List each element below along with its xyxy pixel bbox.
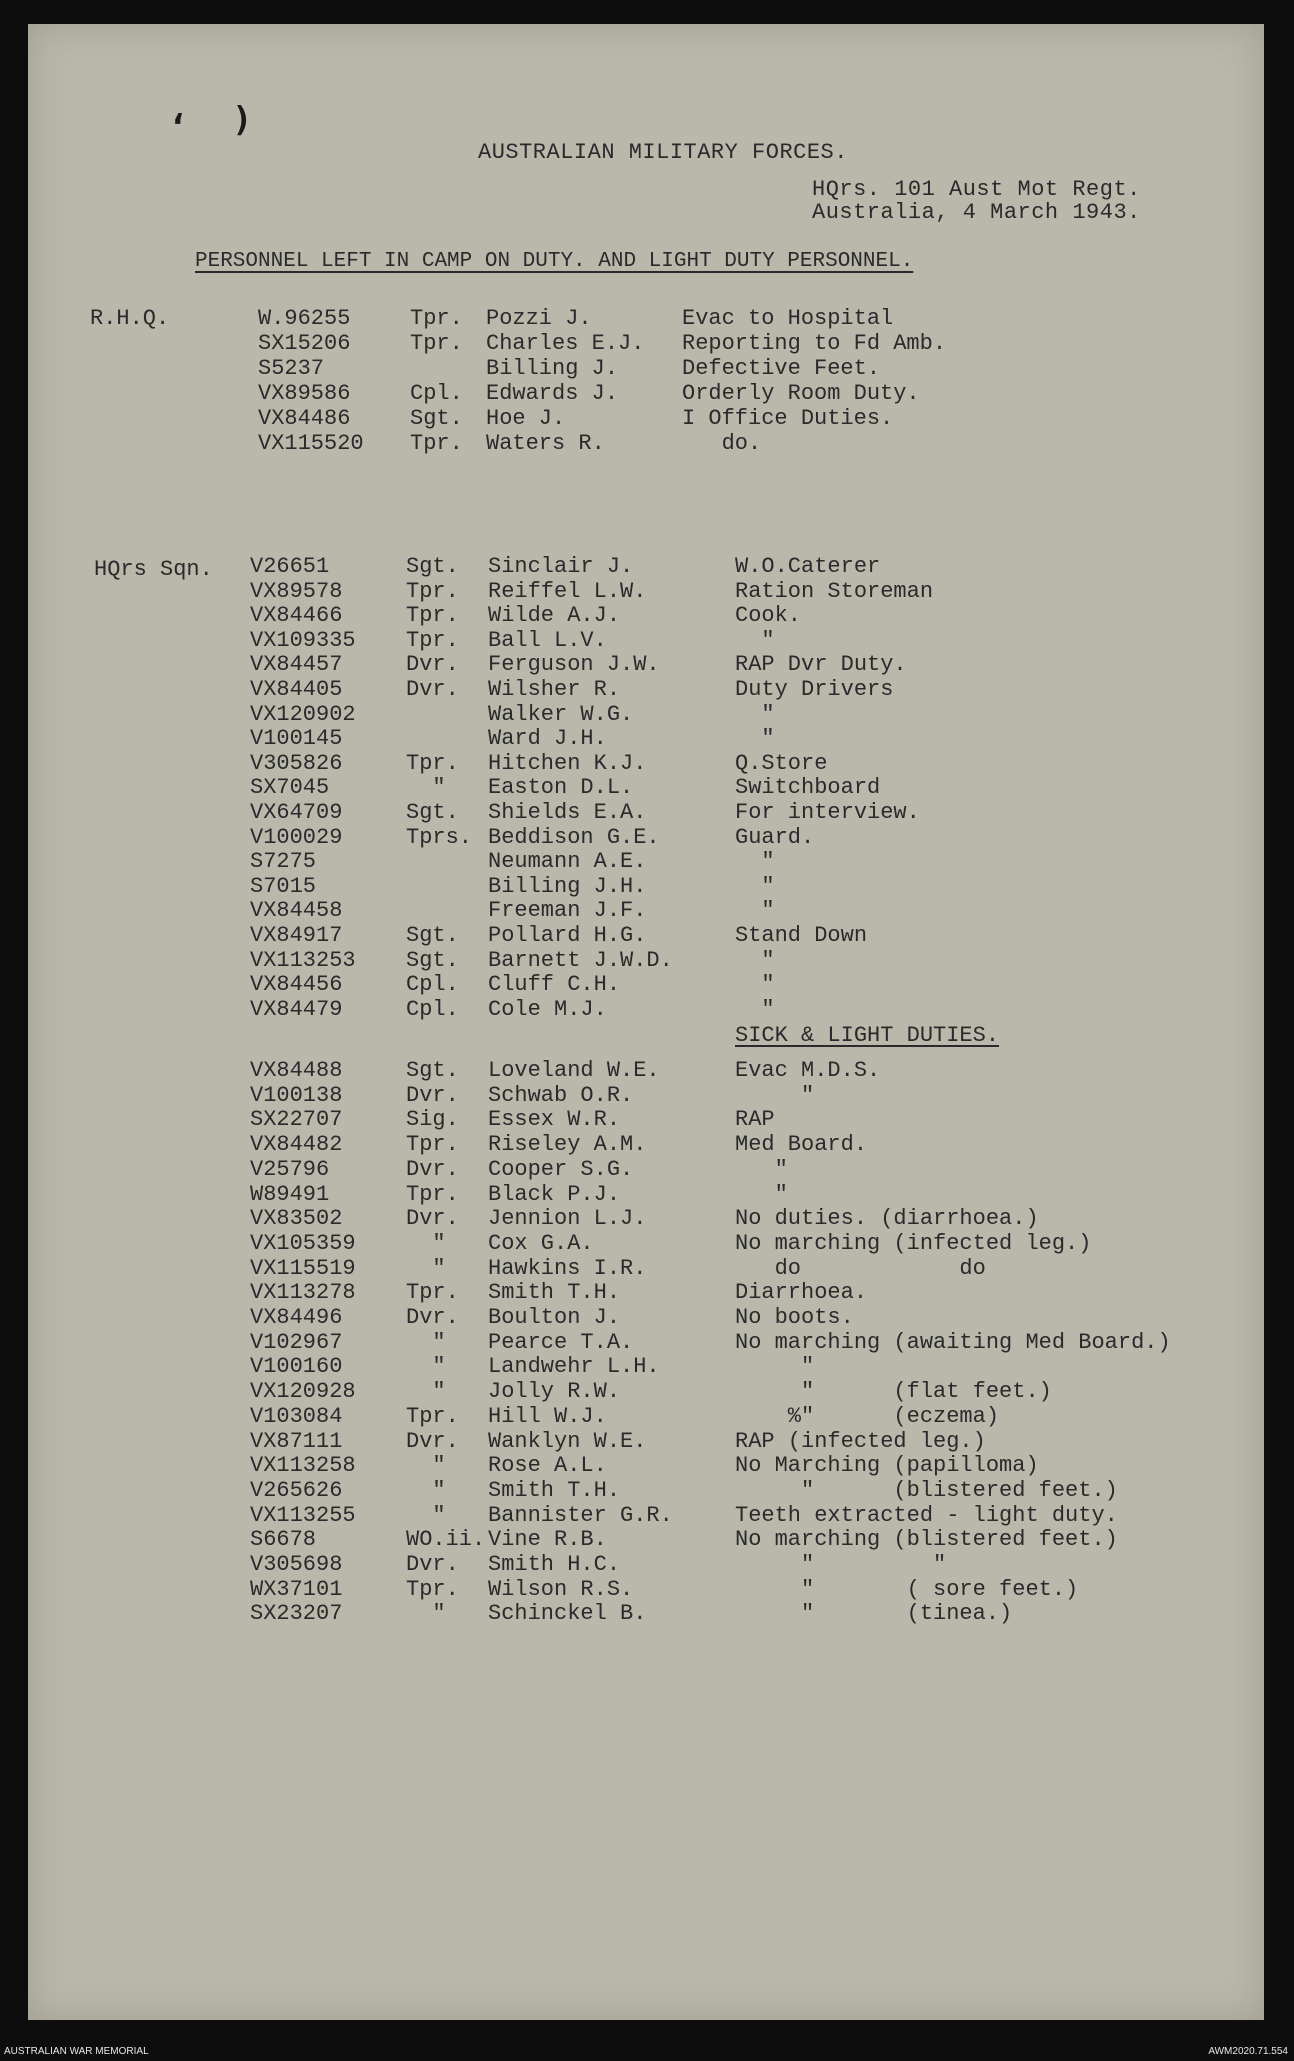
person-name: Billing J. bbox=[486, 356, 619, 381]
duty-note: " bbox=[735, 1082, 815, 1108]
rank: Tpr. bbox=[406, 603, 459, 629]
rank: Dvr. bbox=[406, 677, 459, 702]
table-row bbox=[0, 1305, 1294, 1331]
duty-note: " bbox=[735, 898, 775, 924]
person-name: Pollard H.G. bbox=[488, 923, 647, 948]
rank: Sig. bbox=[406, 1107, 459, 1133]
rank: Tpr. bbox=[406, 1403, 459, 1429]
person-name: Smith T.H. bbox=[488, 1280, 621, 1306]
rank: Tprs. bbox=[406, 824, 473, 850]
service-number: W89491 bbox=[250, 1181, 330, 1207]
table-row bbox=[0, 1083, 1294, 1109]
person-name: Waters R. bbox=[486, 431, 605, 456]
table-row bbox=[0, 898, 1294, 924]
service-number: S6678 bbox=[250, 1527, 317, 1553]
table-row bbox=[0, 331, 1294, 357]
service-number: VX64709 bbox=[250, 800, 343, 825]
person-name: Hill W.J. bbox=[488, 1403, 607, 1429]
table-row bbox=[0, 1478, 1294, 1504]
person-name: Hawkins I.R. bbox=[488, 1255, 647, 1281]
duty-note: " ( sore feet.) bbox=[735, 1576, 1079, 1602]
rank: " bbox=[406, 775, 446, 801]
service-number: V305826 bbox=[250, 750, 343, 776]
table-row bbox=[0, 751, 1294, 777]
punch-mark-icon: ‘ bbox=[168, 108, 189, 148]
table-row bbox=[0, 1379, 1294, 1405]
service-number: SX15206 bbox=[258, 331, 351, 356]
document-title: AUSTRALIAN MILITARY FORCES. bbox=[478, 140, 848, 165]
service-number: VX89586 bbox=[258, 381, 351, 406]
table-row bbox=[0, 1182, 1294, 1208]
person-name: Wilson R.S. bbox=[488, 1576, 634, 1602]
table-row bbox=[0, 1058, 1294, 1084]
service-number: VX84405 bbox=[250, 677, 343, 702]
footer-credit: AUSTRALIAN WAR MEMORIAL bbox=[4, 2046, 149, 2057]
person-name: Cox G.A. bbox=[488, 1230, 594, 1256]
duty-note: Ration Storeman bbox=[735, 578, 934, 604]
section-label-hqrs: HQrs Sqn. bbox=[94, 557, 213, 582]
person-name: Pearce T.A. bbox=[488, 1329, 634, 1355]
duty-note: do. bbox=[682, 431, 762, 456]
rank: Tpr. bbox=[410, 306, 463, 331]
person-name: Boulton J. bbox=[488, 1305, 621, 1330]
duty-note: " bbox=[735, 1156, 788, 1182]
table-row bbox=[0, 1453, 1294, 1479]
table-row bbox=[0, 1429, 1294, 1455]
rank: Tpr. bbox=[406, 1181, 459, 1207]
person-name: Neumann A.E. bbox=[488, 849, 647, 875]
person-name: Hitchen K.J. bbox=[488, 750, 647, 776]
duty-note: " (blistered feet.) bbox=[735, 1477, 1118, 1503]
service-number: V100029 bbox=[250, 824, 343, 850]
service-number: S7275 bbox=[250, 849, 317, 875]
person-name: Cluff C.H. bbox=[488, 972, 621, 998]
table-row bbox=[0, 972, 1294, 998]
service-number: VX87111 bbox=[250, 1428, 343, 1454]
service-number: V100160 bbox=[250, 1354, 343, 1380]
person-name: Landwehr L.H. bbox=[488, 1354, 660, 1380]
table-row bbox=[0, 1503, 1294, 1529]
duty-note: Med Board. bbox=[735, 1132, 868, 1158]
table-row bbox=[0, 1157, 1294, 1183]
service-number: VX113255 bbox=[250, 1502, 356, 1528]
duty-note: Orderly Room Duty. bbox=[682, 381, 920, 406]
duty-note: " bbox=[735, 849, 775, 875]
table-row bbox=[0, 1107, 1294, 1133]
service-number: V25796 bbox=[250, 1156, 330, 1182]
duty-note: " bbox=[735, 726, 775, 752]
table-row bbox=[0, 306, 1294, 332]
service-number: V102967 bbox=[250, 1329, 343, 1355]
duty-note: No marching (awaiting Med Board.) bbox=[735, 1329, 1171, 1355]
duty-note: Diarrhoea. bbox=[735, 1280, 868, 1306]
service-number: VX84456 bbox=[250, 972, 343, 998]
rank: Dvr. bbox=[406, 1305, 459, 1330]
rank: Tpr. bbox=[410, 431, 463, 456]
duty-note: No Marching (papilloma) bbox=[735, 1453, 1039, 1479]
rank: Cpl. bbox=[410, 381, 463, 406]
person-name: Schwab O.R. bbox=[488, 1082, 634, 1108]
rank: " bbox=[406, 1329, 446, 1355]
table-row bbox=[0, 1280, 1294, 1306]
duty-note: Teeth extracted - light duty. bbox=[735, 1502, 1118, 1528]
person-name: Ward J.H. bbox=[488, 726, 607, 752]
rank: Tpr. bbox=[410, 331, 463, 356]
table-row bbox=[0, 775, 1294, 801]
person-name: Freeman J.F. bbox=[488, 898, 647, 924]
service-number: V100138 bbox=[250, 1082, 343, 1108]
table-row bbox=[0, 800, 1294, 826]
duty-note: RAP bbox=[735, 1107, 775, 1133]
rank: " bbox=[406, 1255, 446, 1281]
service-number: VX84488 bbox=[250, 1058, 343, 1083]
person-name: Easton D.L. bbox=[488, 775, 634, 801]
rank: Tpr. bbox=[406, 1280, 459, 1306]
person-name: Jolly R.W. bbox=[488, 1379, 621, 1405]
table-row bbox=[0, 1231, 1294, 1257]
service-number: S7015 bbox=[250, 873, 317, 899]
table-row bbox=[0, 381, 1294, 407]
person-name: Schinckel B. bbox=[488, 1601, 647, 1627]
person-name: Hoe J. bbox=[486, 406, 566, 431]
table-row bbox=[0, 1256, 1294, 1282]
person-name: Smith H.C. bbox=[488, 1552, 621, 1577]
table-row bbox=[0, 406, 1294, 432]
duty-note: Stand Down bbox=[735, 923, 868, 948]
service-number: V305698 bbox=[250, 1552, 343, 1577]
person-name: Smith T.H. bbox=[488, 1477, 621, 1503]
duty-note: Cook. bbox=[735, 603, 802, 629]
duty-note: No boots. bbox=[735, 1305, 854, 1330]
service-number: VX84917 bbox=[250, 923, 343, 948]
person-name: Wilde A.J. bbox=[488, 603, 621, 629]
service-number: VX89578 bbox=[250, 578, 343, 604]
rank: Tpr. bbox=[406, 750, 459, 776]
service-number: VX120902 bbox=[250, 701, 356, 727]
person-name: Bannister G.R. bbox=[488, 1502, 673, 1528]
table-row bbox=[0, 1527, 1294, 1553]
duty-note: Switchboard bbox=[735, 775, 881, 801]
table-row bbox=[0, 1354, 1294, 1380]
person-name: Pozzi J. bbox=[486, 306, 592, 331]
service-number: SX7045 bbox=[250, 775, 330, 801]
table-row bbox=[0, 825, 1294, 851]
service-number: V265626 bbox=[250, 1477, 343, 1503]
unit-name: HQrs. 101 Aust Mot Regt. bbox=[812, 177, 1141, 202]
duty-note: " bbox=[735, 1181, 788, 1207]
rank: Dvr. bbox=[406, 1156, 459, 1182]
person-name: Loveland W.E. bbox=[488, 1058, 660, 1083]
service-number: VX105359 bbox=[250, 1230, 356, 1256]
rank: Sgt. bbox=[406, 1058, 459, 1083]
rank: Tpr. bbox=[406, 578, 459, 604]
table-row bbox=[0, 702, 1294, 728]
person-name: Reiffel L.W. bbox=[488, 578, 647, 604]
page-heading: PERSONNEL LEFT IN CAMP ON DUTY. AND LIGHT DUTY PERSONNEL. bbox=[195, 250, 914, 273]
table-row bbox=[0, 1577, 1294, 1603]
person-name: Sinclair J. bbox=[488, 554, 634, 579]
duty-note: RAP (infected leg.) bbox=[735, 1428, 986, 1454]
duty-note: No marching (infected leg.) bbox=[735, 1230, 1092, 1256]
rank: " bbox=[406, 1230, 446, 1256]
person-name: Riseley A.M. bbox=[488, 1132, 647, 1158]
duty-note: " bbox=[735, 947, 775, 973]
service-number: VX83502 bbox=[250, 1206, 343, 1232]
table-row bbox=[0, 677, 1294, 703]
table-row bbox=[0, 1330, 1294, 1356]
person-name: Ball L.V. bbox=[488, 627, 607, 653]
rank: WO.ii. bbox=[406, 1527, 486, 1553]
sick-light-duties-heading: SICK & LIGHT DUTIES. bbox=[735, 1023, 1000, 1048]
service-number: SX23207 bbox=[250, 1601, 343, 1627]
table-row bbox=[0, 554, 1294, 580]
service-number: S5237 bbox=[258, 356, 325, 381]
service-number: VX84479 bbox=[250, 996, 343, 1022]
duty-note: RAP Dvr Duty. bbox=[735, 652, 907, 678]
rank: Cpl. bbox=[406, 996, 459, 1022]
service-number: VX113253 bbox=[250, 947, 356, 973]
rank: Sgt. bbox=[406, 947, 459, 973]
rank: Sgt. bbox=[410, 406, 463, 431]
table-row bbox=[0, 1601, 1294, 1627]
service-number: V103084 bbox=[250, 1403, 343, 1429]
duty-note: W.O.Caterer bbox=[735, 554, 881, 579]
table-row bbox=[0, 1206, 1294, 1232]
person-name: Billing J.H. bbox=[488, 873, 647, 899]
service-number: VX84482 bbox=[250, 1132, 343, 1158]
duty-note: Defective Feet. bbox=[682, 356, 881, 381]
section-label-rhq: R.H.Q. bbox=[90, 306, 170, 331]
duty-note: For interview. bbox=[735, 800, 920, 825]
duty-note: " bbox=[735, 972, 775, 998]
person-name: Edwards J. bbox=[486, 381, 619, 406]
service-number: VX84486 bbox=[258, 406, 351, 431]
duty-note: %" (eczema) bbox=[735, 1403, 1000, 1429]
table-row bbox=[0, 356, 1294, 382]
table-row bbox=[0, 1552, 1294, 1578]
rank: Cpl. bbox=[406, 972, 459, 998]
table-row bbox=[0, 1404, 1294, 1430]
rank: Sgt. bbox=[406, 554, 459, 579]
table-row bbox=[0, 874, 1294, 900]
service-number: VX115519 bbox=[250, 1255, 356, 1281]
table-row bbox=[0, 628, 1294, 654]
table-row bbox=[0, 1132, 1294, 1158]
duty-note: No marching (blistered feet.) bbox=[735, 1527, 1118, 1553]
duty-note: Reporting to Fd Amb. bbox=[682, 331, 947, 356]
punch-mark-icon: ) bbox=[232, 100, 253, 140]
table-row bbox=[0, 849, 1294, 875]
service-number: V100145 bbox=[250, 726, 343, 752]
rank: Dvr. bbox=[406, 1206, 459, 1232]
person-name: Wilsher R. bbox=[488, 677, 621, 702]
duty-note: " bbox=[735, 996, 775, 1022]
duty-note: " bbox=[735, 627, 775, 653]
table-row bbox=[0, 431, 1294, 457]
rank: " bbox=[406, 1502, 446, 1528]
duty-note: do do bbox=[735, 1255, 986, 1281]
rank: " bbox=[406, 1453, 446, 1479]
person-name: Vine R.B. bbox=[488, 1527, 607, 1553]
rank: Tpr. bbox=[406, 627, 459, 653]
table-row bbox=[0, 948, 1294, 974]
rank: Dvr. bbox=[406, 652, 459, 678]
duty-note: Q.Store bbox=[735, 750, 828, 776]
service-number: V26651 bbox=[250, 554, 330, 579]
footer-ref: AWM2020.71.554 bbox=[1208, 2046, 1288, 2057]
rank: " bbox=[406, 1379, 446, 1405]
service-number: VX113278 bbox=[250, 1280, 356, 1306]
rank: Tpr. bbox=[406, 1132, 459, 1158]
service-number: VX84496 bbox=[250, 1305, 343, 1330]
table-row bbox=[0, 652, 1294, 678]
person-name: Walker W.G. bbox=[488, 701, 634, 727]
person-name: Black P.J. bbox=[488, 1181, 621, 1207]
table-row bbox=[0, 726, 1294, 752]
service-number: VX115520 bbox=[258, 431, 364, 456]
service-number: VX84457 bbox=[250, 652, 343, 678]
person-name: Barnett J.W.D. bbox=[488, 947, 673, 973]
service-number: W.96255 bbox=[258, 306, 351, 331]
person-name: Essex W.R. bbox=[488, 1107, 621, 1133]
rank: Tpr. bbox=[406, 1576, 459, 1602]
person-name: Charles E.J. bbox=[486, 331, 645, 356]
duty-note: Evac to Hospital bbox=[682, 306, 894, 331]
duty-note: " " bbox=[735, 1552, 947, 1577]
table-row bbox=[0, 997, 1294, 1023]
person-name: Shields E.A. bbox=[488, 800, 647, 825]
service-number: VX84466 bbox=[250, 603, 343, 629]
rank: Dvr. bbox=[406, 1552, 459, 1577]
person-name: Cooper S.G. bbox=[488, 1156, 634, 1182]
duty-note: " bbox=[735, 1354, 815, 1380]
duty-note: " bbox=[735, 701, 775, 727]
rank: Dvr. bbox=[406, 1428, 459, 1454]
person-name: Beddison G.E. bbox=[488, 824, 660, 850]
service-number: VX109335 bbox=[250, 627, 356, 653]
table-row bbox=[0, 923, 1294, 949]
rank: " bbox=[406, 1601, 446, 1627]
table-row bbox=[0, 603, 1294, 629]
service-number: VX84458 bbox=[250, 898, 343, 924]
duty-note: " bbox=[735, 873, 775, 899]
place-date: Australia, 4 March 1943. bbox=[812, 200, 1141, 225]
service-number: VX120928 bbox=[250, 1379, 356, 1405]
person-name: Jennion L.J. bbox=[488, 1206, 647, 1232]
table-row bbox=[0, 579, 1294, 605]
service-number: WX37101 bbox=[250, 1576, 343, 1602]
rank: Dvr. bbox=[406, 1082, 459, 1108]
service-number: SX22707 bbox=[250, 1107, 343, 1133]
duty-note: Evac M.D.S. bbox=[735, 1058, 881, 1083]
rank: " bbox=[406, 1477, 446, 1503]
person-name: Rose A.L. bbox=[488, 1453, 607, 1479]
rank: Sgt. bbox=[406, 923, 459, 948]
duty-note: Duty Drivers bbox=[735, 677, 894, 702]
duty-note: I Office Duties. bbox=[682, 406, 894, 431]
person-name: Ferguson J.W. bbox=[488, 652, 660, 678]
duty-note: Guard. bbox=[735, 824, 815, 850]
person-name: Cole M.J. bbox=[488, 996, 607, 1022]
person-name: Wanklyn W.E. bbox=[488, 1428, 647, 1454]
rank: Sgt. bbox=[406, 800, 459, 825]
duty-note: " (flat feet.) bbox=[735, 1379, 1052, 1405]
rank: " bbox=[406, 1354, 446, 1380]
service-number: VX113258 bbox=[250, 1453, 356, 1479]
duty-note: No duties. (diarrhoea.) bbox=[735, 1206, 1039, 1232]
duty-note: " (tinea.) bbox=[735, 1601, 1013, 1627]
